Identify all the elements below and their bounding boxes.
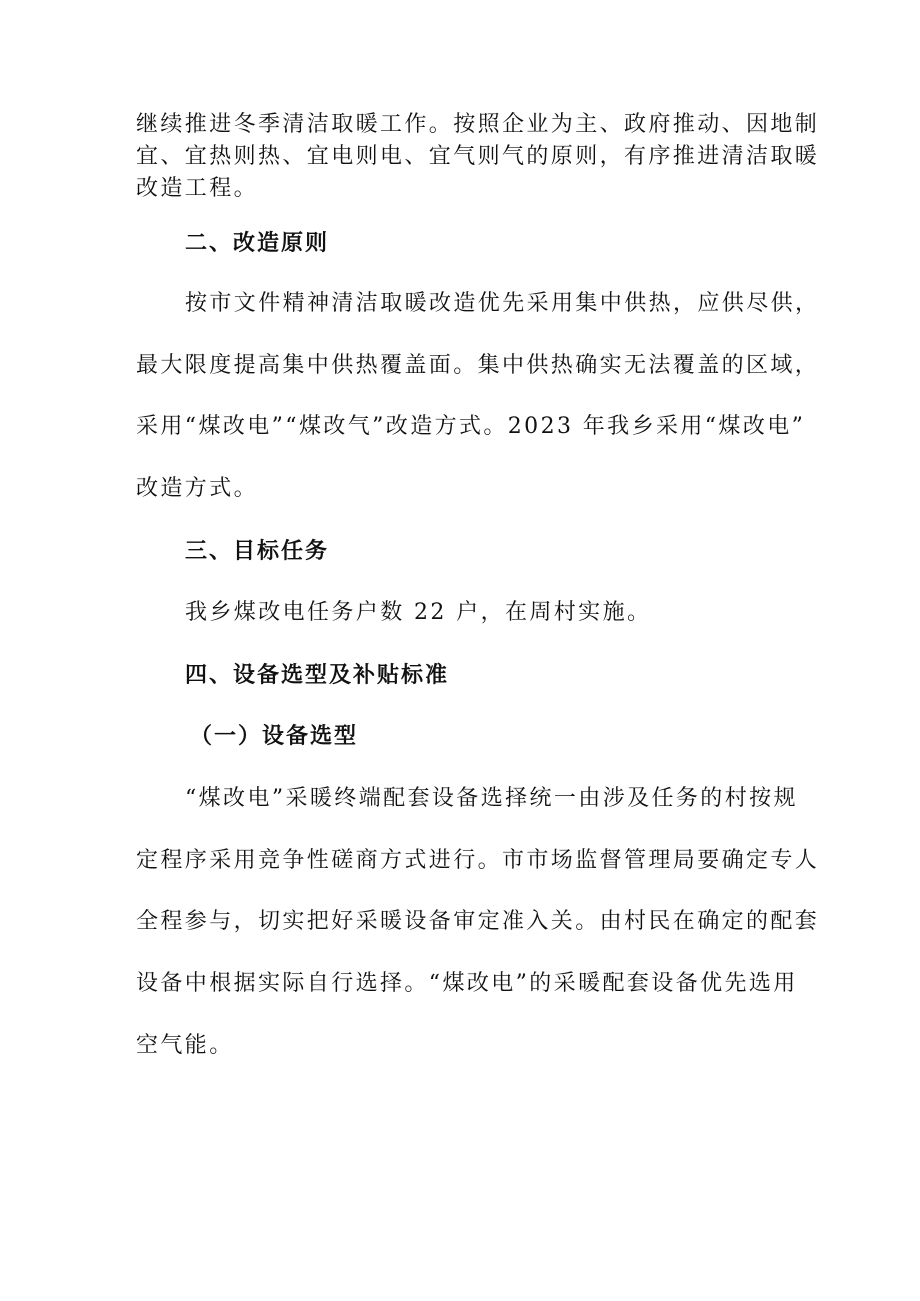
intro-line-2: 宜、宜热则热、宜电则电、宜气则气的原则，有序推进清洁取暖 (136, 144, 820, 169)
subsection1-line-2: 定程序采用竞争性磋商方式进行。市市场监督管理局要确定专人 (136, 848, 820, 873)
intro-line-1: 继续推进冬季清洁取暖工作。按照企业为主、政府推动、因地制 (136, 112, 820, 137)
subsection1-line-5: 空气能。 (136, 1033, 234, 1058)
intro-line-3: 改造工程。 (136, 176, 259, 201)
subsection1-line-1: “煤改电”采暖终端配套设备选择统一由涉及任务的村按规 (185, 786, 798, 811)
section2-line-3: 采用“煤改电”“煤改气”改造方式。2023 年我乡采用“煤改电” (136, 414, 806, 439)
section-heading-3: 三、目标任务 (185, 538, 330, 564)
section-heading-4: 四、设备选型及补贴标准 (185, 662, 450, 688)
section-heading-2: 二、改造原则 (185, 230, 330, 256)
section2-line-1: 按市文件精神清洁取暖改造优先采用集中供热，应供尽供， (185, 291, 820, 316)
section2-line-4: 改造方式。 (136, 476, 259, 501)
subsection1-line-3: 全程参与，切实把好采暖设备审定准入关。由村民在确定的配套 (136, 909, 820, 934)
subsection1-line-4: 设备中根据实际自行选择。“煤改电”的采暖配套设备优先选用 (136, 971, 798, 996)
subsection-heading-1: （一）设备选型 (190, 723, 359, 749)
section2-line-2: 最大限度提高集中供热覆盖面。集中供热确实无法覆盖的区域， (136, 353, 820, 378)
section3-line-1: 我乡煤改电任务户数 22 户，在周村实施。 (185, 600, 652, 625)
